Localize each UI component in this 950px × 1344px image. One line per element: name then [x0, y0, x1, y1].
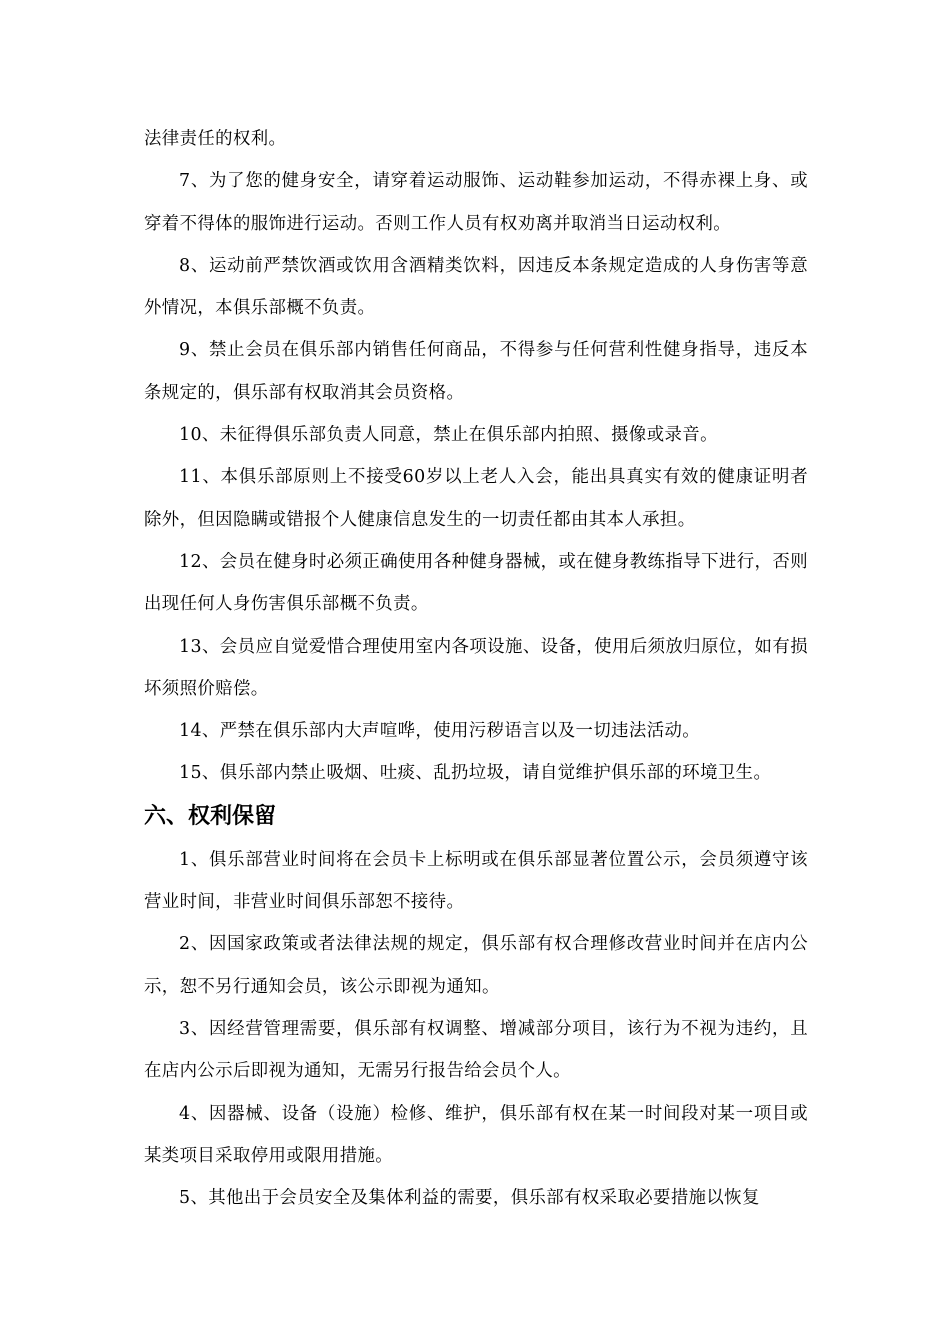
rights-item-4: 4、因器械、设备（设施）检修、维护，俱乐部有权在某一时间段对某一项目或某类项目采取停用或限用措施。 [144, 1103, 808, 1166]
rule-item-12: 12、会员在健身时必须正确使用各种健身器械，或在健身教练指导下进行，否则出现任何人身伤害俱乐部概不负责。 [144, 551, 808, 615]
section-heading-rights-reserved: 六、权利保留 [144, 803, 277, 829]
rule-item-15: 15、俱乐部内禁止吸烟、吐痰、乱扔垃圾，请自觉维护俱乐部的环境卫生。 [179, 763, 772, 784]
rights-item-1: 1、俱乐部营业时间将在会员卡上标明或在俱乐部显著位置公示，会员须遵守该营业时间，非营业时间俱乐部恕不接待。 [144, 849, 808, 913]
rights-item-2: 2、因国家政策或者法律法规的规定，俱乐部有权合理修改营业时间并在店内公示，恕不另行通知会员，该公示即视为通知。 [144, 934, 808, 997]
rule-item-11: 11、本俱乐部原则上不接受60岁以上老人入会，能出具真实有效的健康证明者除外，但因隐瞒或错报个人健康信息发生的一切责任都由其本人承担。 [144, 467, 808, 530]
rule-item-7: 7、为了您的健身安全，请穿着运动服饰、运动鞋参加运动，不得赤裸上身、或穿着不得体的服饰进行运动。否则工作人员有权劝离并取消当日运动权利。 [144, 171, 808, 234]
rule-item-10: 10、未征得俱乐部负责人同意，禁止在俱乐部内拍照、摄像或录音。 [179, 425, 718, 446]
rights-item-3: 3、因经营管理需要，俱乐部有权调整、增减部分项目，该行为不视为违约，且在店内公示后即视为通知，无需另行报告给会员个人。 [144, 1018, 808, 1082]
rule-item-13: 13、会员应自觉爱惜合理使用室内各项设施、设备，使用后须放归原位，如有损坏须照价赔偿。 [144, 636, 808, 699]
rule-item-14: 14、严禁在俱乐部内大声喧哗，使用污秽语言以及一切违法活动。 [179, 721, 701, 742]
rule-item-8: 8、运动前严禁饮酒或饮用含酒精类饮料，因违反本条规定造成的人身伤害等意外情况，本俱乐部概不负责。 [144, 255, 808, 319]
rule-item-9: 9、禁止会员在俱乐部内销售任何商品，不得参与任何营利性健身指导，违反本条规定的，俱乐部有权取消其会员资格。 [144, 340, 808, 403]
document-page [144, 118, 808, 1219]
rights-item-5: 5、其他出于会员安全及集体利益的需要，俱乐部有权采取必要措施以恢复 [179, 1188, 760, 1209]
continuation-paragraph: 法律责任的权利。 [144, 129, 287, 149]
